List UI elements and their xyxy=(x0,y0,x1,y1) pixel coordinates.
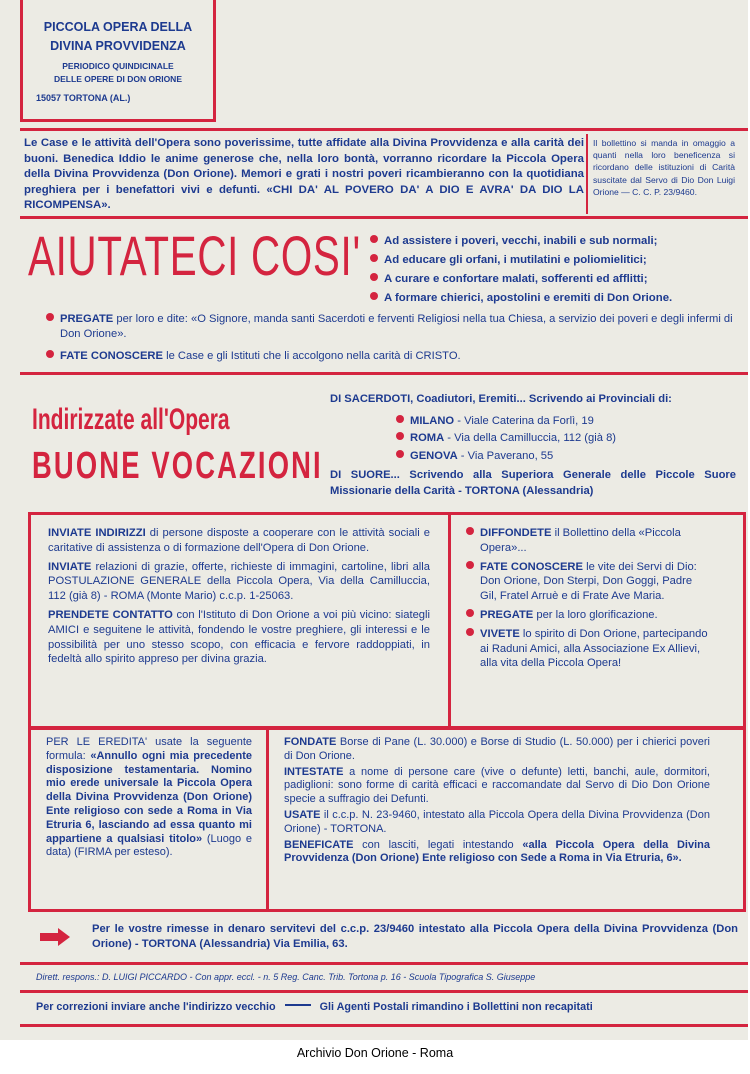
masthead-underline xyxy=(20,119,216,122)
bullet-dot-icon xyxy=(396,450,404,458)
corrections-left: Per correzioni inviare anche l'indirizzo vecchio xyxy=(36,1001,276,1013)
fondate-column xyxy=(284,736,710,868)
vocazioni-details xyxy=(330,392,736,500)
remittance-text: Per le vostre rimesse in denaro servitevi del c.c.p. 23/9460 intestato alla Piccola Opera della Divina Provvidenza (Don Orione) - TORTONA (Alessandria) Via Emilia, 63. xyxy=(92,923,738,950)
intro-rule xyxy=(20,216,748,219)
bullet-dot-icon xyxy=(396,415,404,423)
archive-caption: Archivio Don Orione - Roma xyxy=(296,1046,454,1060)
vocazioni-title-2: BUONE VOCAZIONI xyxy=(32,445,323,487)
aiutateci-rule xyxy=(20,372,748,375)
vocazioni-title-1: Indirizzate all'Opera xyxy=(32,403,230,436)
bullet-item: A curare e confortare malati, sofferenti ed afflitti; xyxy=(370,270,742,289)
masthead xyxy=(36,18,200,103)
province-genova: GENOVA - Via Paverano, 55 xyxy=(330,449,736,465)
fate-conoscere-paragraph: FATE CONOSCERE le Case e gli Istituti che li accolgono nella carità di CRISTO. xyxy=(46,349,738,364)
legacy-box-divider xyxy=(266,726,269,909)
prayer-section xyxy=(46,312,738,370)
fondate-item: USATE il c.c.p. N. 23-9460, intestato alla Piccola Opera della Divina Provvidenza (Don Orione) - TORTONA. xyxy=(284,808,710,835)
appeal-left-item: INVIATE INDIRIZZI di persone disposte a cooperare con le attività sociali e caritative di assistenza o di formazione dell'Opera di Don Orione. xyxy=(48,527,431,554)
arrow-right-icon xyxy=(40,928,70,946)
appeal-right-item: PREGATE per la loro glorificazione. xyxy=(466,608,710,623)
appeal-right-item: VIVETE lo spirito di Don Orione, partecipando ai Raduni Amici, alla Associazione Ex Allievi, alla vita della Piccola Opera! xyxy=(466,627,710,671)
appeal-left-column xyxy=(48,526,430,671)
top-rule xyxy=(20,128,748,131)
aiutateci-bullets xyxy=(370,232,742,308)
corrections-right: Gli Agenti Postali rimandino i Bollettini non recapitati xyxy=(319,1001,593,1013)
bullet-dot-icon xyxy=(46,313,54,321)
bullet-dot-icon xyxy=(370,292,378,300)
masthead-divider-left xyxy=(20,0,23,120)
fondate-item: BENEFICATE con lasciti, legati intestando «alla Piccola Opera della Divina Provvidenza (Don Orione) Ente religioso con Sede a Roma in Via Etruria, 6». xyxy=(284,838,710,865)
bullet-item: Ad educare gli orfani, i mutilatini e poliomielitici; xyxy=(370,251,742,270)
suore-line: DI SUORE... Scrivendo alla Superiora Generale delle Piccole Suore Missionarie della Carità - TORTONA (Alessandria) xyxy=(330,469,736,497)
bullet-dot-icon xyxy=(466,609,474,617)
bullet-item: Ad assistere i poveri, vecchi, inabili e sub normali; xyxy=(370,232,742,251)
fondate-item: INTESTATE a nome di persone care (vive o defunte) letti, banchi, aule, dormitori, padiglioni: sono forme di carità efficaci e raccomandate dal Servo di Dio Don Orione specie a suffragio dei Defunti. xyxy=(284,765,710,806)
footer-rule-2 xyxy=(20,990,748,993)
masthead-divider-right xyxy=(213,0,216,120)
corrections-line xyxy=(36,1001,736,1013)
bullet-dot-icon xyxy=(370,235,378,243)
province-roma: ROMA - Via della Camilluccia, 112 (già 8) xyxy=(330,431,736,447)
bullet-dot-icon xyxy=(46,350,54,358)
pregate-paragraph: PREGATE per loro e dite: «O Signore, manda santi Sacerdoti e ferventi Religiosi nella tua Chiesa, a servizio dei poveri e degli infermi di Don Orione». xyxy=(46,312,738,343)
masthead-periodical: PERIODICO QUINDICINALE xyxy=(62,61,174,71)
bullet-dot-icon xyxy=(370,254,378,262)
fondate-item: FONDATE Borse di Pane (L. 30.000) e Borse di Studio (L. 50.000) per i chierici poveri di Don Orione. xyxy=(284,736,710,762)
eredita-text: PER LE EREDITA' usate la seguente formula: «Annullo ogni mia precedente disposizione testamentaria. Nomino mio erede universale la Piccola Opera della Divina Provvidenza (Don Orione) Ente religioso con sede a Roma in Via Etruria 6, lasciando ad essa quanto mi appartiene a qualsiasi titolo» (Luogo e data) (FIRMA per esteso). xyxy=(46,736,252,859)
footer-rule-1 xyxy=(20,962,748,965)
dash-separator xyxy=(285,1004,311,1006)
province-milano: MILANO - Viale Caterina da Forlì, 19 xyxy=(330,414,736,430)
masthead-title-1: PICCOLA OPERA DELLA xyxy=(43,20,193,34)
appeal-box-divider xyxy=(448,512,451,727)
masthead-title-2: DIVINA PROVVIDENZA xyxy=(50,39,186,53)
side-note: Il bollettino si manda in omaggio a quanti nella loro beneficenza si ricordano delle istituzioni di Carità suscitate dal Servo di Dio Don Luigi Orione — C. C. P. 23/9460. xyxy=(593,138,735,197)
bullet-item: A formare chierici, apostolini e eremiti di Don Orione. xyxy=(370,289,742,308)
sacerdoti-line: DI SACERDOTI, Coadiutori, Eremiti... Scrivendo ai Provinciali di: xyxy=(330,393,672,405)
bullet-dot-icon xyxy=(370,273,378,281)
bullet-dot-icon xyxy=(466,527,474,535)
appeal-right-column xyxy=(466,526,710,675)
intro-divider xyxy=(586,134,588,214)
masthead-works: DELLE OPERE DI DON ORIONE xyxy=(54,74,182,84)
masthead-address: 15057 TORTONA (AL.) xyxy=(36,93,131,103)
director-line: Dirett. respons.: D. LUIGI PICCARDO - Con appr. eccl. - n. 5 Reg. Canc. Trib. Tortona p. 16 - Scuola Tipografica S. Giuseppe xyxy=(36,972,536,982)
bottom-rule xyxy=(20,1024,748,1027)
bullet-dot-icon xyxy=(466,561,474,569)
bullet-dot-icon xyxy=(466,628,474,636)
appeal-left-item: INVIATE relazioni di grazie, offerte, richieste di immagini, cartoline, libri alla POSTULAZIONE GENERALE della Piccola Opera, Via della Camilluccia, 112 (già 8) - ROMA (Monte Mario) c.c.p. 1-25063. xyxy=(48,560,430,603)
appeal-right-item: FATE CONOSCERE le vite dei Servi di Dio: Don Orione, Don Sterpi, Don Goggi, Padre Gil, Fratel Arruè e di Frate Ave Maria. xyxy=(466,560,710,604)
appeal-right-item: DIFFONDETE il Bollettino della «Piccola Opera»... xyxy=(466,526,710,556)
appeal-left-item: PRENDETE CONTATTO con l'Istituto di Don Orione a voi più vicino: siategli AMICI e seguitene le attività, fondendo le vostre preghiere, gli interessi e le possibilità per uno stesso scopo, con efficacia e fervore raddoppiati, in fedeltà allo spirito appreso per divina grazia. xyxy=(48,608,430,666)
intro-text: Le Case e le attività dell'Opera sono poverissime, tutte affidate alla Divina Provvidenza e alla carità dei buoni. Benedica Iddio le anime generose che, nella loro bontà, vorranno ricordare la Piccola Opera della Divina Provvidenza (Don Orione). Memori e grati i nostri poveri ricambieranno con la quotidiana preghiera per i benefattori vivi e defunti. «CHI DA' AL POVERO DA' A DIO E AVRA' DA DIO LA RICOMPENSA». xyxy=(24,137,584,212)
aiutateci-title: AIUTATECI COSI' xyxy=(28,224,361,287)
bullet-dot-icon xyxy=(396,432,404,440)
